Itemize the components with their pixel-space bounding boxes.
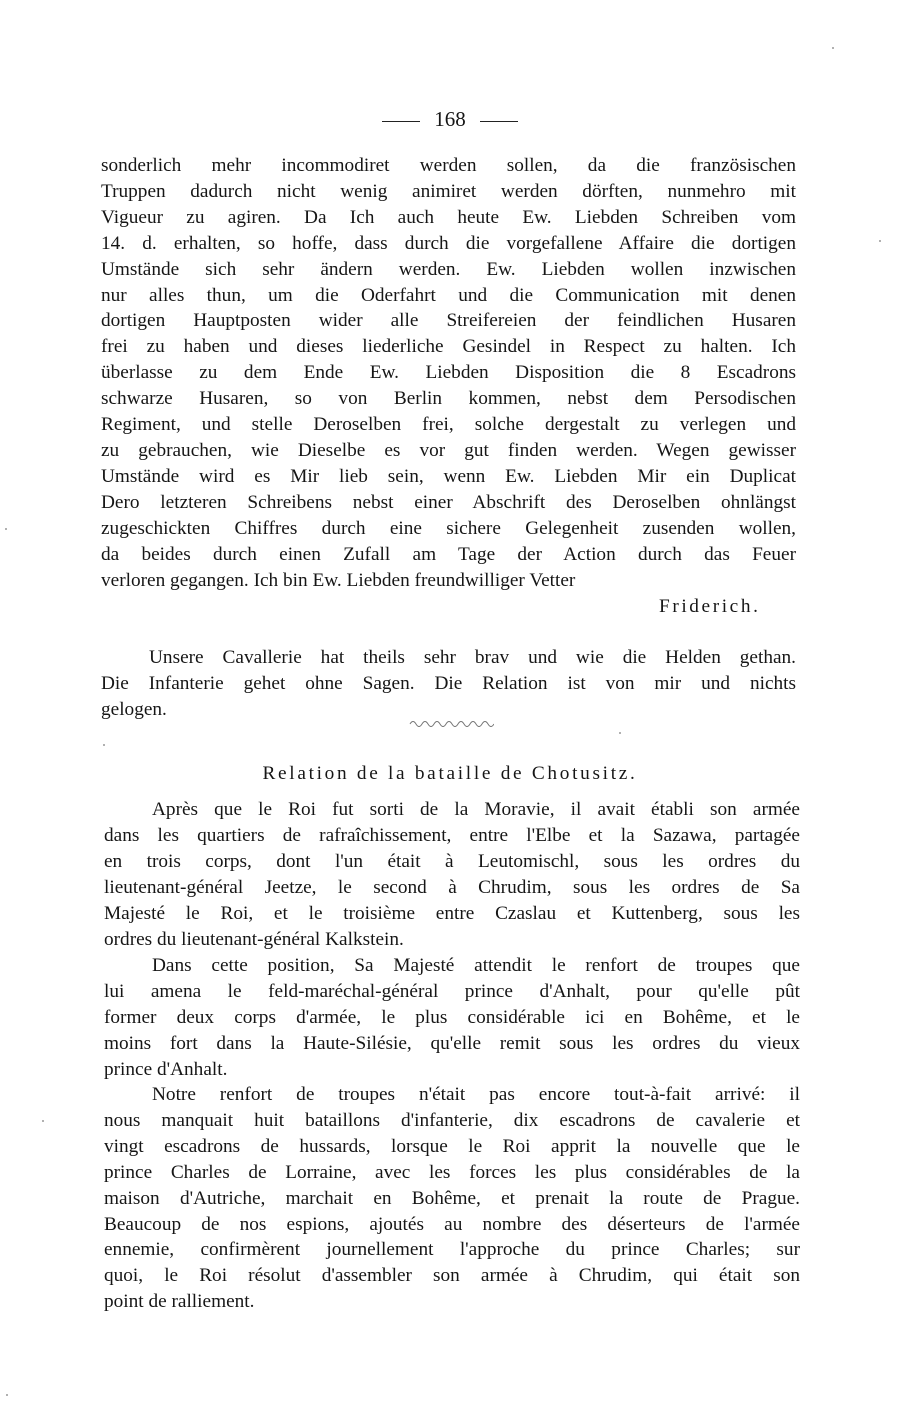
right-dash	[480, 121, 518, 122]
relation-line: ennemie, confirmèrent journellement l'approche du prince Charles; sur	[104, 1239, 800, 1261]
letter-line: Vigueur zu agiren. Da Ich auch heute Ew. Liebden Schreiben vom	[101, 206, 796, 228]
postscript	[101, 645, 796, 723]
scan-speck	[832, 47, 834, 49]
wavy-divider	[408, 716, 494, 728]
page-number: 168	[434, 107, 466, 131]
relation-paragraph-3	[104, 1082, 800, 1315]
relation-line: Dans cette position, Sa Majesté attendit le renfort de troupes que	[152, 955, 800, 976]
relation-line: Notre renfort de troupes n'était pas encore tout-à-fait arrivé: il	[152, 1084, 800, 1105]
left-dash	[382, 121, 420, 122]
relation-line: moins fort dans la Haute-Silésie, qu'elle remit sous les ordres du vieux	[104, 1032, 800, 1054]
relation-line: prince Charles de Lorraine, avec les forces les plus considérables de la	[104, 1161, 800, 1183]
relation-line: former deux corps d'armée, le plus considérable ici en Bohême, et le	[104, 1006, 800, 1028]
relation-line: point de ralliement.	[104, 1291, 255, 1313]
relation-line: en trois corps, dont l'un était à Leutomischl, sous les ordres du	[104, 850, 800, 872]
letter-line: frei zu haben und dieses liederliche Gesindel in Respect zu halten. Ich	[101, 336, 796, 358]
signature: Friderich.	[659, 596, 761, 617]
letter-line: schwarze Husaren, so von Berlin kommen, nebst dem Persodischen	[101, 388, 796, 410]
letter-line: Truppen dadurch nicht wenig animiret werden dörften, nunmehro mit	[101, 180, 796, 202]
letter-line: verloren gegangen. Ich bin Ew. Liebden freundwilliger Vetter	[101, 569, 576, 591]
relation-line: Majesté le Roi, et le troisième entre Czaslau et Kuttenberg, sous les	[104, 902, 800, 924]
relation-line: ordres du lieutenant-général Kalkstein.	[104, 928, 404, 950]
relation-line: quoi, le Roi résolut d'assembler son armée à Chrudim, qui était son	[104, 1265, 800, 1287]
relation-line: lieutenant-général Jeetze, le second à Chrudim, sous les ordres de Sa	[104, 876, 800, 898]
scan-speck	[6, 1394, 8, 1396]
scan-speck	[103, 744, 105, 746]
relation-paragraph-1	[104, 797, 800, 952]
letter-line: Regiment, und stelle Deroselben frei, solche dergestalt zu verlegen und	[101, 414, 796, 436]
relation-line: Beaucoup de nos espions, ajoutés au nombre des déserteurs de l'armée	[104, 1213, 800, 1235]
letter-line: Umstände sich sehr ändern werden. Ew. Liebden wollen inzwischen	[101, 258, 796, 280]
relation-line: lui amena le feld-maréchal-général prince d'Anhalt, pour qu'elle pût	[104, 980, 800, 1002]
letter-line: da beides durch einen Zufall am Tage der Action durch das Feuer	[101, 543, 796, 565]
relation-line: vingt escadrons de hussards, lorsque le Roi apprit la nouvelle que le	[104, 1135, 800, 1157]
relation-line: nous manquait huit bataillons d'infanterie, dix escadrons de cavalerie et	[104, 1109, 800, 1131]
letter-line: sonderlich mehr incommodiret werden sollen, da die französischen	[101, 155, 796, 176]
letter-line: nur alles thun, um die Oderfahrt und die Communication mit denen	[101, 284, 796, 306]
relation-paragraph-2	[104, 953, 800, 1083]
letter-line: 14. d. erhalten, so hoffe, dass durch die vorgefallene Affaire die dortigen	[101, 232, 796, 254]
letter-body	[101, 153, 796, 593]
postscript-line: Die Infanterie gehet ohne Sagen. Die Relation ist von mir und nichts	[101, 672, 796, 694]
relation-line: maison d'Autriche, marchait en Bohême, et prenait la route de Prague.	[104, 1187, 800, 1209]
relation-line: prince d'Anhalt.	[104, 1058, 228, 1080]
relation-line: dans les quartiers de rafraîchissement, entre l'Elbe et la Sazawa, partagée	[104, 824, 800, 846]
letter-line: dortigen Hauptposten wider alle Streifereien der feindlichen Husaren	[101, 310, 796, 332]
section-title: Relation de la bataille de Chotusitz.	[262, 763, 638, 784]
scan-speck	[5, 528, 7, 530]
postscript-line: Unsere Cavallerie hat theils sehr brav und wie die Helden gethan.	[149, 647, 796, 668]
letter-line: Umstände wird es Mir lieb sein, wenn Ew. Liebden Mir ein Duplicat	[101, 465, 796, 487]
letter-line: zu gebrauchen, wie Dieselbe es vor gut finden werden. Wegen gewisser	[101, 439, 796, 461]
postscript-line: gelogen.	[101, 698, 167, 720]
letter-line: Dero letzteren Schreibens nebst einer Abschrift des Deroselben ohnlängst	[101, 491, 796, 513]
scan-speck	[42, 1120, 44, 1122]
letter-line: überlasse zu dem Ende Ew. Liebden Disposition die 8 Escadrons	[101, 362, 796, 384]
letter-line: zugeschickten Chiffres durch eine sichere Gelegenheit zusenden wollen,	[101, 517, 796, 539]
page-header	[0, 106, 900, 132]
relation-line: Après que le Roi fut sorti de la Moravie, il avait établi son armée	[152, 799, 800, 820]
scan-speck	[879, 240, 881, 242]
scan-speck	[619, 732, 621, 734]
